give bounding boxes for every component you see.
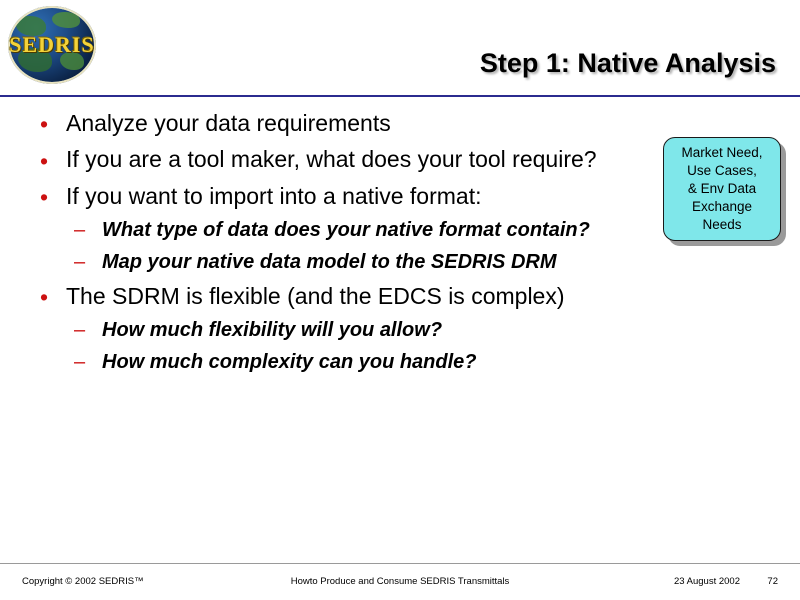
footer-copyright: Copyright © 2002 SEDRIS™ — [22, 576, 144, 587]
footer-title: Howto Produce and Consume SEDRIS Transmittals — [290, 576, 510, 587]
callout-line: Use Cases, — [687, 162, 757, 178]
sub-bullet-marker: – — [74, 351, 86, 374]
callout-text — [675, 144, 768, 234]
sub-bullet-marker: – — [74, 219, 86, 242]
bullet-marker: • — [40, 284, 49, 311]
slide-header — [0, 0, 800, 96]
bullet-text: If you are a tool maker, what does your tool require? — [66, 146, 597, 173]
bullet-marker: • — [40, 111, 49, 138]
footer-date: 23 August 2002 — [673, 576, 740, 587]
sub-bullet-text: How much complexity can you handle? — [102, 351, 477, 374]
globe-icon — [8, 6, 96, 84]
callout-line: Market Need, — [681, 144, 763, 160]
bullet-text: Analyze your data requirements — [66, 110, 391, 136]
callout-line: Needs — [702, 217, 742, 233]
sedris-logo — [8, 6, 100, 86]
callout-line: Exchange — [691, 199, 753, 215]
bullet-marker: • — [40, 147, 49, 174]
sub-bullet-text: What type of data does your native format contain? — [102, 219, 590, 242]
callout-box — [663, 137, 781, 241]
sub-bullet-text: Map your native data model to the SEDRIS DRM — [102, 251, 557, 274]
sub-bullet-marker: – — [74, 319, 86, 342]
footer-divider — [0, 563, 800, 564]
bullet-item — [30, 181, 660, 211]
sub-bullet-item — [30, 217, 660, 243]
bullet-item — [30, 281, 660, 311]
sub-bullet-item — [30, 249, 660, 275]
page-title: Step 1: Native Analysis — [479, 48, 776, 78]
footer-page-number: 72 — [767, 576, 778, 587]
bullet-text: If you want to import into a native format: — [66, 182, 482, 209]
slide-body — [30, 108, 660, 381]
sub-bullet-marker: – — [74, 251, 86, 274]
bullet-item — [30, 144, 660, 174]
logo-wordmark: SEDRIS — [9, 32, 95, 57]
bullet-item — [30, 108, 660, 138]
sub-bullet-item — [30, 349, 660, 375]
sub-bullet-item — [30, 317, 660, 343]
sub-bullet-text: How much flexibility will you allow? — [102, 319, 443, 342]
header-divider — [0, 95, 800, 97]
bullet-marker: • — [40, 184, 49, 211]
callout-line: & Env Data — [687, 180, 757, 196]
bullet-text: The SDRM is flexible (and the EDCS is complex) — [66, 283, 565, 310]
